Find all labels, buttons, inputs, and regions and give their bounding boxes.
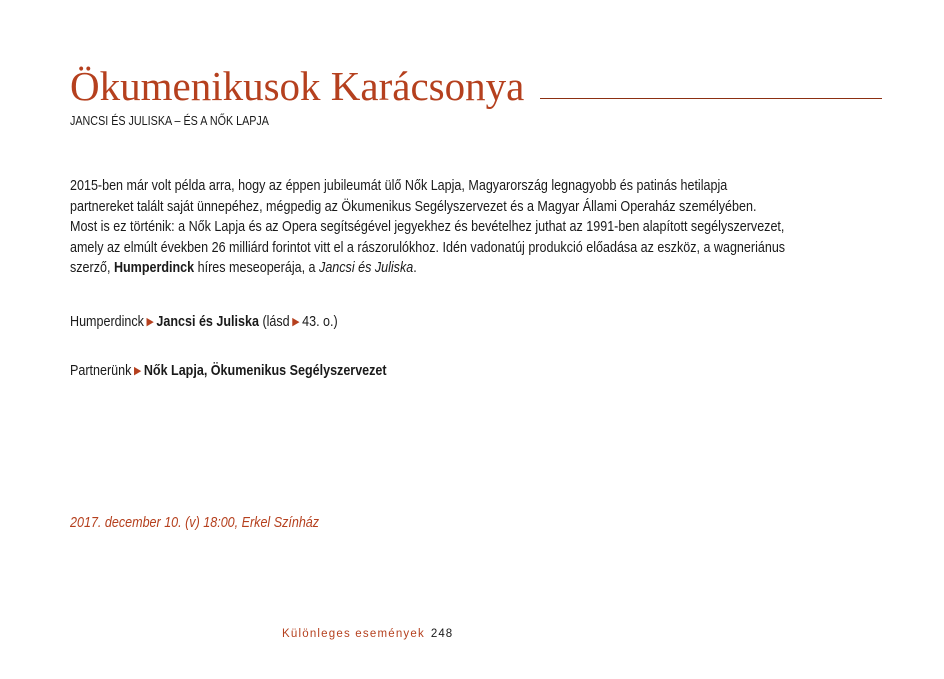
see-label: (lásd <box>262 314 290 330</box>
body-line: 2015-ben már volt példa arra, hogy az éppen jubileumát ülő Nők Lapja, Magyarország legnagyobb és patinás hetilapja <box>70 178 728 194</box>
body-line: Most is ez történik: a Nők Lapja és az Opera segítségével jegyekhez és bevételhez juthat az 1991-ben alapított segélyszervezet, <box>70 219 785 235</box>
body-line <box>70 258 856 279</box>
composer-label: Humperdinck <box>70 314 144 330</box>
footer-section-title: Különleges események <box>282 628 425 640</box>
partner-reference <box>70 361 387 381</box>
body-line: amely az elmúlt években 26 milliárd forintot vitt el a rászorulókhoz. Idén vadonatúj produkció előadása az eszköz, a wagneriánus <box>70 239 786 256</box>
work-reference <box>70 312 338 332</box>
arrow-right-icon: ▶ <box>292 316 300 328</box>
body-text: . <box>413 260 417 276</box>
event-date-venue: 2017. december 10. (v) 18:00, Erkel Színház <box>70 515 320 531</box>
page-footer <box>282 626 453 642</box>
body-line: partnereket talált saját ünnepéhez, mégpedig az Ökumenikus Segélyszervezet és a Magyar Állami Operaház személyében. <box>70 198 757 215</box>
page-title: Ökumenikusok Karácsonya <box>70 63 525 109</box>
title-rule <box>540 98 882 99</box>
arrow-right-icon: ▶ <box>133 365 142 377</box>
partner-names: Nők Lapja, Ökumenikus Segélyszervezet <box>143 363 387 379</box>
page-subtitle: JANCSI ÉS JULISKA – ÉS A NŐK LAPJA <box>70 114 269 128</box>
page-number: 248 <box>430 628 454 640</box>
article-body <box>70 176 856 279</box>
body-text: híres meseoperája, a <box>194 260 320 276</box>
title-row <box>70 62 882 110</box>
opera-title: Jancsi és Juliska <box>319 260 414 276</box>
composer-name: Humperdinck <box>113 260 195 276</box>
see-page-link[interactable]: 43. o.) <box>302 314 338 330</box>
body-text: szerző, <box>70 260 114 276</box>
arrow-right-icon: ▶ <box>146 316 154 328</box>
partner-label: Partnerünk <box>70 363 132 379</box>
work-title-link[interactable]: Jancsi és Juliska <box>156 314 259 330</box>
